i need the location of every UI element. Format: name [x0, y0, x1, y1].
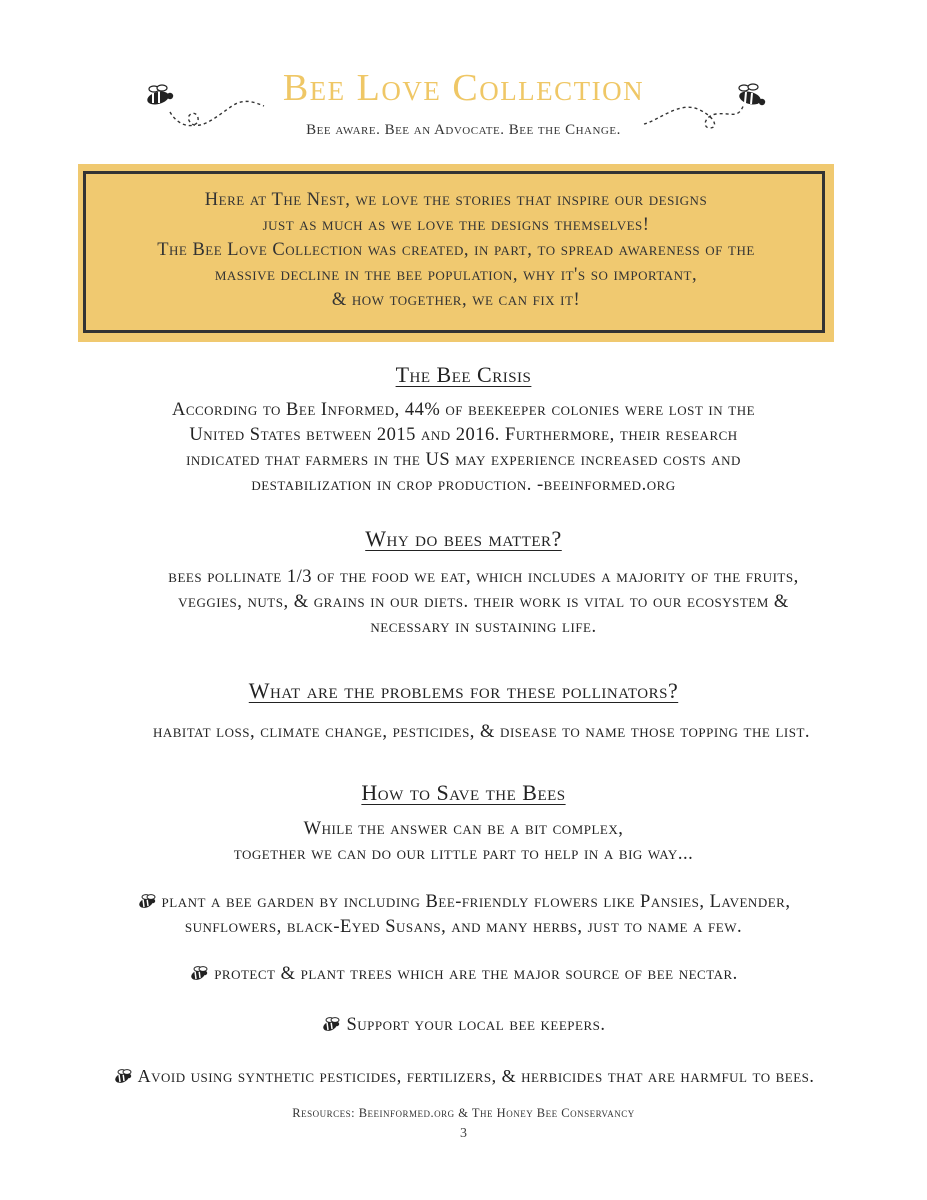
why-text: [20, 565, 927, 640]
right-bee-icon: [640, 80, 780, 134]
crisis-line: United States between 2015 and 2016. Furthermore, their research: [189, 425, 738, 445]
problems-heading: What are the problems for these pollinators?: [248, 678, 679, 703]
save-intro: [0, 817, 927, 867]
intro-box: [78, 164, 834, 342]
crisis-heading: The Bee Crisis: [395, 362, 532, 387]
crisis-line: According to Bee Informed, 44% of beekeeper colonies were lost in the: [171, 400, 756, 420]
page-number: 3: [460, 1126, 467, 1141]
crisis-line: destabilization in crop production. -beeinformed.org: [251, 475, 676, 495]
intro-line: & how together, we can fix it!: [331, 290, 581, 310]
page-title: Bee Love Collection: [282, 67, 645, 109]
save-heading: How to Save the Bees: [361, 780, 566, 805]
tip-text: Support your local bee keepers.: [346, 1015, 606, 1035]
tip-item: [0, 964, 927, 985]
crisis-text: [0, 398, 927, 498]
intro-line: massive decline in the bee population, why it's so important,: [214, 265, 698, 285]
why-line: veggies, nuts, & grains in our diets. their work is vital to our ecosystem &: [178, 592, 789, 612]
intro-line: Here at The Nest, we love the stories that inspire our designs: [204, 190, 708, 210]
bee-icon: [321, 1016, 341, 1032]
tip-text: plant a bee garden by including Bee-friendly flowers like Pansies, Lavender,: [161, 892, 791, 912]
problems-line: habitat loss, climate change, pesticides, & disease to name those topping the list.: [152, 722, 811, 742]
tip-item: [0, 890, 927, 940]
crisis-line: indicated that farmers in the US may experience increased costs and: [186, 450, 741, 470]
why-line: bees pollinate 1/3 of the food we eat, which includes a majority of the fruits,: [168, 567, 799, 587]
save-line: While the answer can be a bit complex,: [303, 819, 624, 839]
tip-item: [0, 1066, 927, 1087]
why-heading: Why do bees matter?: [365, 526, 562, 551]
tip-text: Avoid using synthetic pesticides, fertilizers, & herbicides that are harmful to bees.: [137, 1066, 815, 1086]
bee-icon: [137, 893, 157, 909]
intro-text: [78, 188, 834, 313]
footer-sources: Resources: Beeinformed.org & The Honey Bee Conservancy: [292, 1106, 635, 1120]
save-line: together we can do our little part to help in a big way...: [233, 844, 694, 864]
intro-line: just as much as we love the designs themselves!: [262, 215, 650, 235]
bee-icon: [189, 965, 209, 981]
tip-item: [0, 1015, 927, 1036]
tagline: Bee aware. Bee an Advocate. Bee the Change.: [306, 122, 621, 138]
problems-text: [18, 720, 927, 745]
bee-icon: [113, 1068, 133, 1084]
tip-text: sunflowers, black-Eyed Susans, and many herbs, just to name a few.: [184, 917, 743, 937]
left-bee-icon: [140, 84, 270, 134]
why-line: necessary in sustaining life.: [370, 617, 597, 637]
tip-text: protect & plant trees which are the major source of bee nectar.: [214, 964, 738, 984]
intro-line: The Bee Love Collection was created, in part, to spread awareness of the: [157, 240, 755, 260]
